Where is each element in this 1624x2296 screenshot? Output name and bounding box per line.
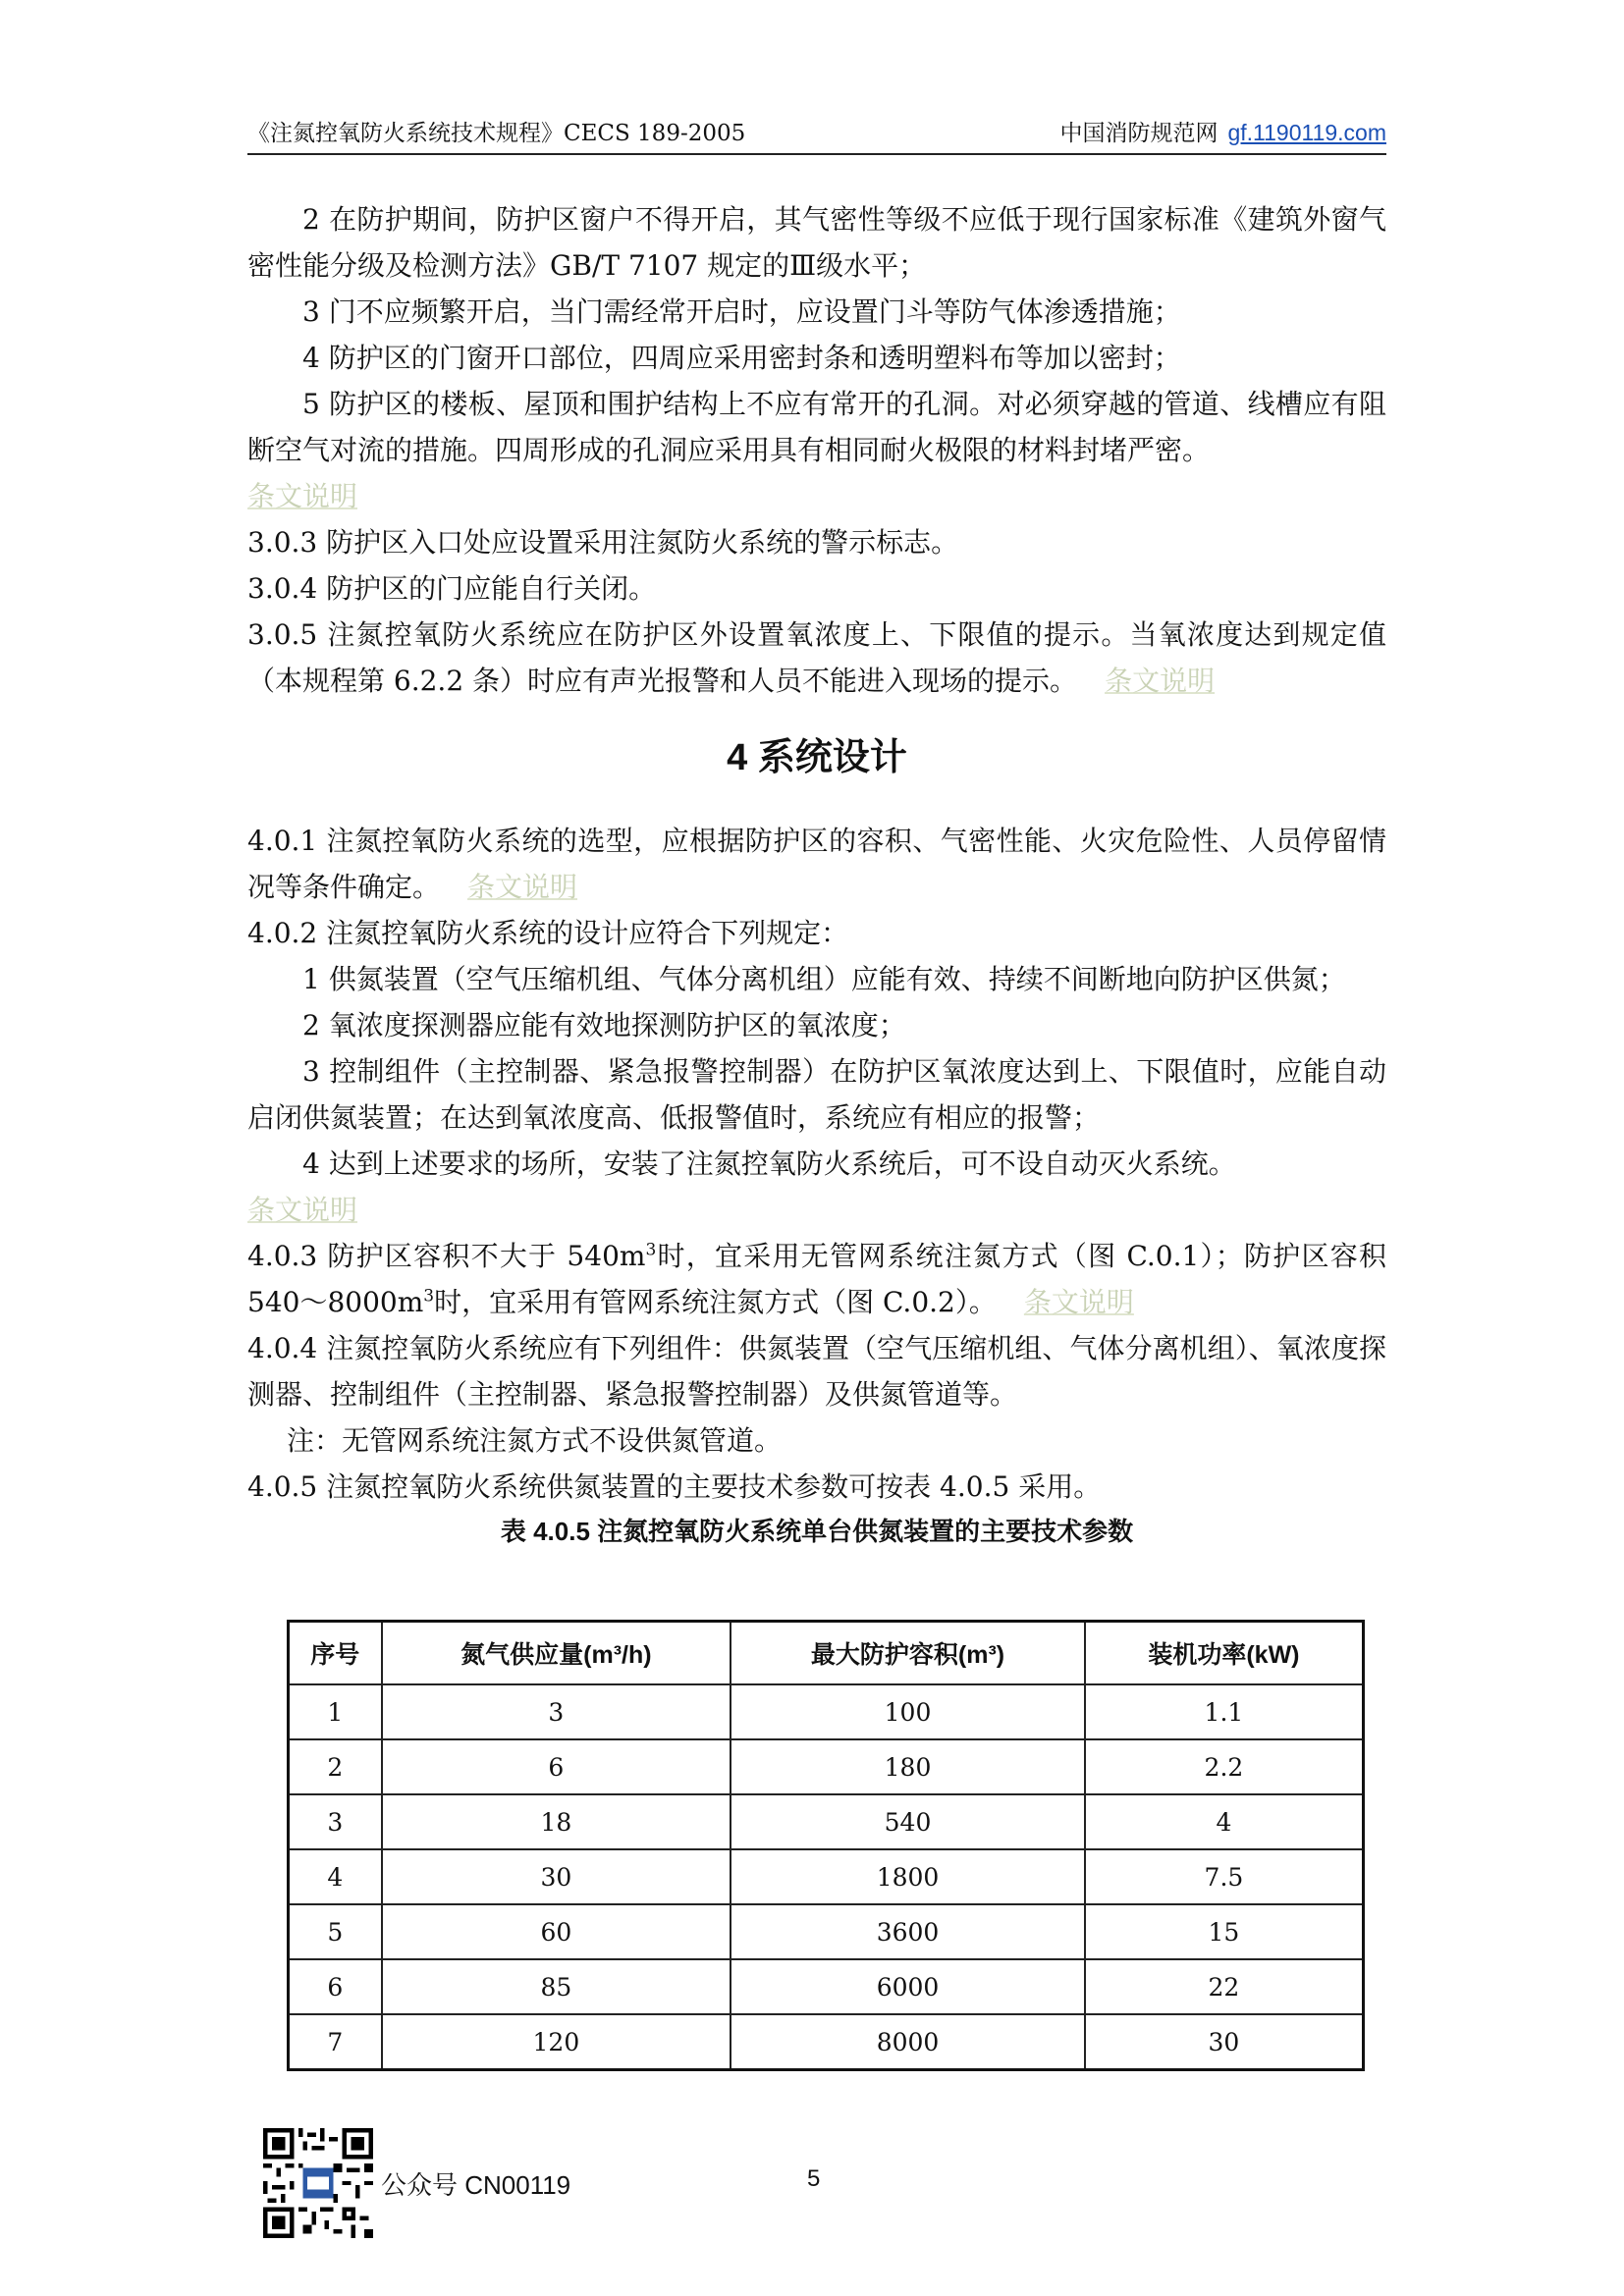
table-row bbox=[289, 1794, 1364, 1849]
table-cell: 18 bbox=[382, 1794, 731, 1849]
table-cell: 3 bbox=[289, 1794, 382, 1849]
wechat-account: 公众号 CN00119 bbox=[381, 2170, 571, 2200]
clause-item-5: 5 防护区的楼板、屋顶和围护结构上不应有常开的孔洞。对必须穿越的管道、线槽应有阻断空气对流的措施。四周形成的孔洞应采用具有相同耐火极限的材料封堵严密。 bbox=[247, 388, 1386, 466]
table-row bbox=[289, 1739, 1364, 1794]
table-cell: 6 bbox=[382, 1739, 731, 1794]
qr-code-icon bbox=[263, 2128, 373, 2238]
table-cell: 180 bbox=[731, 1739, 1085, 1794]
clause-4-0-1-block bbox=[247, 818, 1386, 910]
explanation-link[interactable]: 条文说明 bbox=[1105, 665, 1216, 697]
table-cell: 3600 bbox=[731, 1904, 1085, 1959]
table-cell: 3 bbox=[382, 1684, 731, 1739]
site-name: 中国消防规范网 bbox=[1059, 121, 1218, 146]
clause-4-0-2-item-1: 1 供氮装置（空气压缩机组、气体分离机组）应能有效、持续不间断地向防护区供氮； bbox=[302, 963, 1346, 995]
superscript: 3 bbox=[645, 1240, 657, 1260]
clause-4-0-3-part-c: 时，宜采用有管网系统注氮方式（图 C.0.2）。 bbox=[434, 1286, 997, 1318]
explanation-link[interactable]: 条文说明 bbox=[467, 871, 578, 903]
column-header: 装机功率(kW) bbox=[1085, 1622, 1364, 1685]
table-cell: 1 bbox=[289, 1684, 382, 1739]
main-content bbox=[247, 196, 1386, 1553]
table-row bbox=[289, 1849, 1364, 1904]
clause-4-0-3-part-b: 时，宜采用无管网系统注氮方式（图 C.0.1）；防护区容积 540～8000m bbox=[247, 1240, 1386, 1318]
clause-item-3: 3 门不应频繁开启，当门需经常开启时，应设置门斗等防气体渗透措施； bbox=[302, 295, 1181, 328]
table-cell: 120 bbox=[382, 2014, 731, 2070]
table-row bbox=[289, 2014, 1364, 2070]
document-title: 《注氮控氧防火系统技术规程》CECS 189-2005 bbox=[247, 121, 746, 146]
table-header-row bbox=[289, 1622, 1364, 1685]
clause-3-0-3: 3.0.3 防护区入口处应设置采用注氮防火系统的警示标志。 bbox=[247, 526, 959, 559]
table-cell: 8000 bbox=[731, 2014, 1085, 2070]
table-cell: 2 bbox=[289, 1739, 382, 1794]
table-cell: 15 bbox=[1085, 1904, 1364, 1959]
clause-4-0-5: 4.0.5 注氮控氧防火系统供氮装置的主要技术参数可按表 4.0.5 采用。 bbox=[247, 1470, 1102, 1503]
clause-4-0-1: 4.0.1 注氮控氧防火系统的选型，应根据防护区的容积、气密性能、火灾危险性、人员停留情况等条件确定。 bbox=[247, 825, 1386, 903]
table-cell: 7 bbox=[289, 2014, 382, 2070]
table-row bbox=[289, 1904, 1364, 1959]
note: 注：无管网系统注氮方式不设供氮管道。 bbox=[287, 1424, 783, 1457]
table-cell: 1800 bbox=[731, 1849, 1085, 1904]
table-cell: 100 bbox=[731, 1684, 1085, 1739]
table-cell: 4 bbox=[1085, 1794, 1364, 1849]
table-cell: 1.1 bbox=[1085, 1684, 1364, 1739]
table-cell: 60 bbox=[382, 1904, 731, 1959]
clause-4-0-3-part-a: 4.0.3 防护区容积不大于 540m bbox=[247, 1240, 646, 1272]
table-cell: 85 bbox=[382, 1959, 731, 2014]
page-header bbox=[247, 114, 1386, 155]
page-number: 5 bbox=[807, 2165, 821, 2192]
table-row bbox=[289, 1684, 1364, 1739]
site-url-link[interactable]: gf.1190119.com bbox=[1227, 120, 1386, 145]
clause-3-0-5-block bbox=[247, 612, 1386, 704]
clause-4-0-2-item-4: 4 达到上述要求的场所，安装了注氮控氧防火系统后，可不设自动灭火系统。 bbox=[302, 1148, 1236, 1180]
column-header: 最大防护容积(m³) bbox=[731, 1622, 1085, 1685]
clause-3-0-5: 3.0.5 注氮控氧防火系统应在防护区外设置氧浓度上、下限值的提示。当氧浓度达到规定值（本规程第 6.2.2 条）时应有声光报警和人员不能进入现场的提示。 bbox=[247, 618, 1386, 697]
clause-item-4: 4 防护区的门窗开口部位，四周应采用密封条和透明塑料布等加以密封； bbox=[302, 342, 1181, 374]
clause-item-2: 2 在防护期间，防护区窗户不得开启，其气密性等级不应低于现行国家标准《建筑外窗气密性能分级及检测方法》GB/T 7107 规定的Ⅲ级水平； bbox=[247, 203, 1386, 282]
table-cell: 540 bbox=[731, 1794, 1085, 1849]
table-cell: 6 bbox=[289, 1959, 382, 2014]
table-cell: 22 bbox=[1085, 1959, 1364, 2014]
clause-4-0-4: 4.0.4 注氮控氧防火系统应有下列组件：供氮装置（空气压缩机组、气体分离机组）、氧浓度探测器、控制组件（主控制器、紧急报警控制器）及供氮管道等。 bbox=[247, 1332, 1386, 1411]
table-cell: 30 bbox=[1085, 2014, 1364, 2070]
table-caption: 表 4.0.5 注氮控氧防火系统单台供氮装置的主要技术参数 bbox=[500, 1517, 1134, 1546]
table-cell: 4 bbox=[289, 1849, 382, 1904]
superscript: 3 bbox=[423, 1286, 435, 1307]
table-cell: 30 bbox=[382, 1849, 731, 1904]
table-cell: 7.5 bbox=[1085, 1849, 1364, 1904]
clause-4-0-2: 4.0.2 注氮控氧防火系统的设计应符合下列规定： bbox=[247, 917, 849, 949]
clause-4-0-2-item-3: 3 控制组件（主控制器、紧急报警控制器）在防护区氧浓度达到上、下限值时，应能自动启闭供氮装置；在达到氧浓度高、低报警值时，系统应有相应的报警； bbox=[247, 1055, 1386, 1134]
clause-4-0-3 bbox=[247, 1233, 1386, 1325]
parameters-table bbox=[287, 1620, 1365, 2071]
table-cell: 5 bbox=[289, 1904, 382, 1959]
explanation-link[interactable]: 条文说明 bbox=[247, 480, 358, 512]
table-row bbox=[289, 1959, 1364, 2014]
explanation-link[interactable]: 条文说明 bbox=[247, 1194, 358, 1226]
clause-3-0-4: 3.0.4 防护区的门应能自行关闭。 bbox=[247, 572, 657, 605]
section-title: 4 系统设计 bbox=[727, 737, 907, 778]
explanation-link[interactable]: 条文说明 bbox=[1023, 1286, 1134, 1318]
column-header: 氮气供应量(m³/h) bbox=[382, 1622, 731, 1685]
column-header: 序号 bbox=[289, 1622, 382, 1685]
table-cell: 6000 bbox=[731, 1959, 1085, 2014]
table-cell: 2.2 bbox=[1085, 1739, 1364, 1794]
site-info bbox=[1059, 115, 1386, 147]
clause-4-0-2-item-2: 2 氧浓度探测器应能有效地探测防护区的氧浓度； bbox=[302, 1009, 906, 1041]
